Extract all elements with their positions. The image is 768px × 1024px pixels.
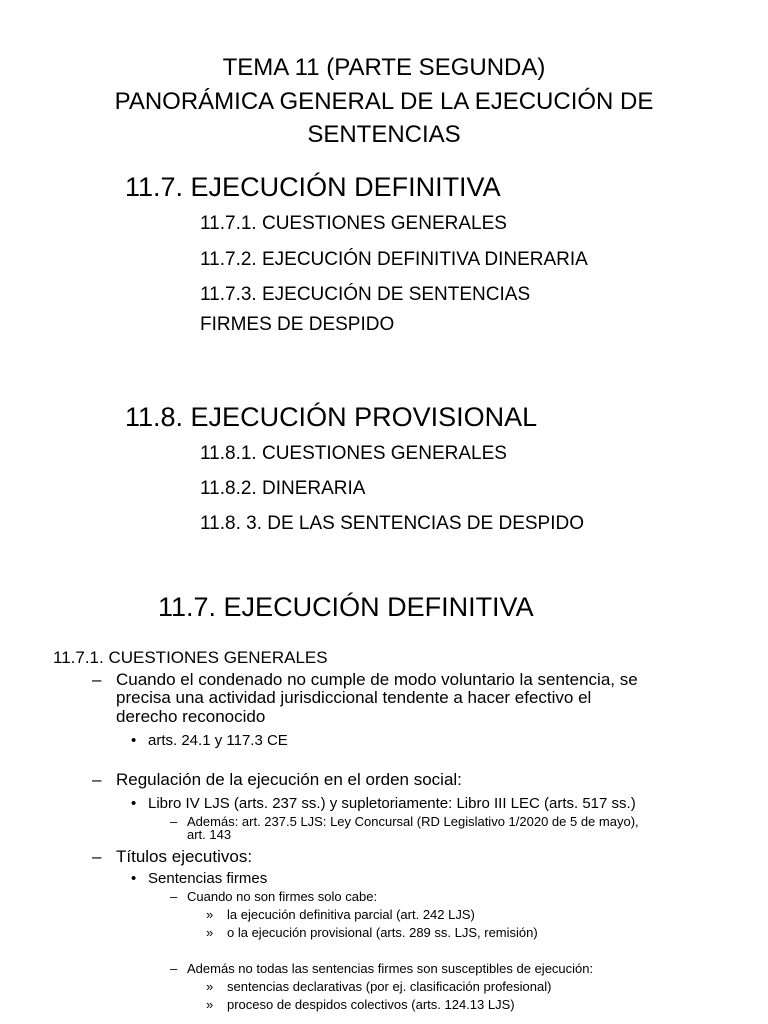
bullet-marker: • [131, 732, 137, 749]
index-item: FIRMES DE DESPIDO [200, 314, 395, 335]
index-item: 11.8.2. DINERARIA [200, 478, 366, 499]
bullet-marker: • [131, 795, 137, 812]
list-item-text: Además: art. 237.5 LJS: Ley Concursal (RD Legislativo 1/2020 de 5 de mayo), [187, 814, 639, 829]
list-item-text: Además no todas las sentencias firmes son susceptibles de ejecución: [187, 961, 594, 976]
guillemet-marker: » [206, 925, 214, 940]
list-item-text: o la ejecución provisional (arts. 289 ss. LJS, remisión) [227, 925, 538, 940]
index-item: 11.7.2. EJECUCIÓN DEFINITIVA DINERARIA [200, 249, 588, 270]
list-item-text: sentencias declarativas (por ej. clasificación profesional) [227, 979, 552, 994]
dash-marker: – [170, 814, 178, 829]
document-title-line-3: SENTENCIAS [307, 121, 461, 148]
dash-marker: – [92, 847, 102, 866]
dash-marker: – [92, 670, 102, 689]
list-item-text: precisa una actividad jurisdiccional tendente a hacer efectivo el [116, 688, 592, 707]
list-item-text: derecho reconocido [116, 707, 266, 726]
index-item: 11.8. 3. DE LAS SENTENCIAS DE DESPIDO [200, 513, 584, 534]
index-heading-11-7: 11.7. EJECUCIÓN DEFINITIVA [125, 172, 501, 202]
list-item-text: arts. 24.1 y 117.3 CE [148, 732, 288, 749]
dash-marker: – [170, 961, 178, 976]
list-item-text: Cuando el condenado no cumple de modo voluntario la sentencia, se [116, 670, 638, 689]
section-subheading: 11.7.1. CUESTIONES GENERALES [53, 648, 328, 667]
index-heading-11-8: 11.8. EJECUCIÓN PROVISIONAL [125, 402, 538, 432]
bullet-marker: • [131, 870, 137, 887]
guillemet-marker: » [206, 907, 214, 922]
guillemet-marker: » [206, 997, 214, 1012]
dash-marker: – [170, 889, 178, 904]
index-item: 11.8.1. CUESTIONES GENERALES [200, 443, 507, 464]
list-item-text: art. 143 [187, 827, 232, 842]
list-item-text: la ejecución definitiva parcial (art. 242 LJS) [227, 907, 475, 922]
section-heading: 11.7. EJECUCIÓN DEFINITIVA [158, 592, 534, 622]
list-item-text: Libro IV LJS (arts. 237 ss.) y supletoriamente: Libro III LEC (arts. 517 ss.) [148, 795, 636, 812]
list-item-text: Cuando no son firmes solo cabe: [187, 889, 378, 904]
document-title-line-2: PANORÁMICA GENERAL DE LA EJECUCIÓN DE [114, 88, 654, 115]
dash-marker: – [92, 770, 102, 789]
list-item-text: proceso de despidos colectivos (arts. 124.13 LJS) [227, 997, 515, 1012]
index-item: 11.7.3. EJECUCIÓN DE SENTENCIAS [200, 284, 531, 305]
list-item-text: Regulación de la ejecución en el orden social: [116, 770, 462, 789]
document-title-line-1: TEMA 11 (PARTE SEGUNDA) [222, 54, 546, 81]
index-item: 11.7.1. CUESTIONES GENERALES [200, 213, 507, 234]
guillemet-marker: » [206, 979, 214, 994]
list-item-text: Títulos ejecutivos: [116, 847, 253, 866]
list-item-text: Sentencias firmes [148, 870, 268, 887]
